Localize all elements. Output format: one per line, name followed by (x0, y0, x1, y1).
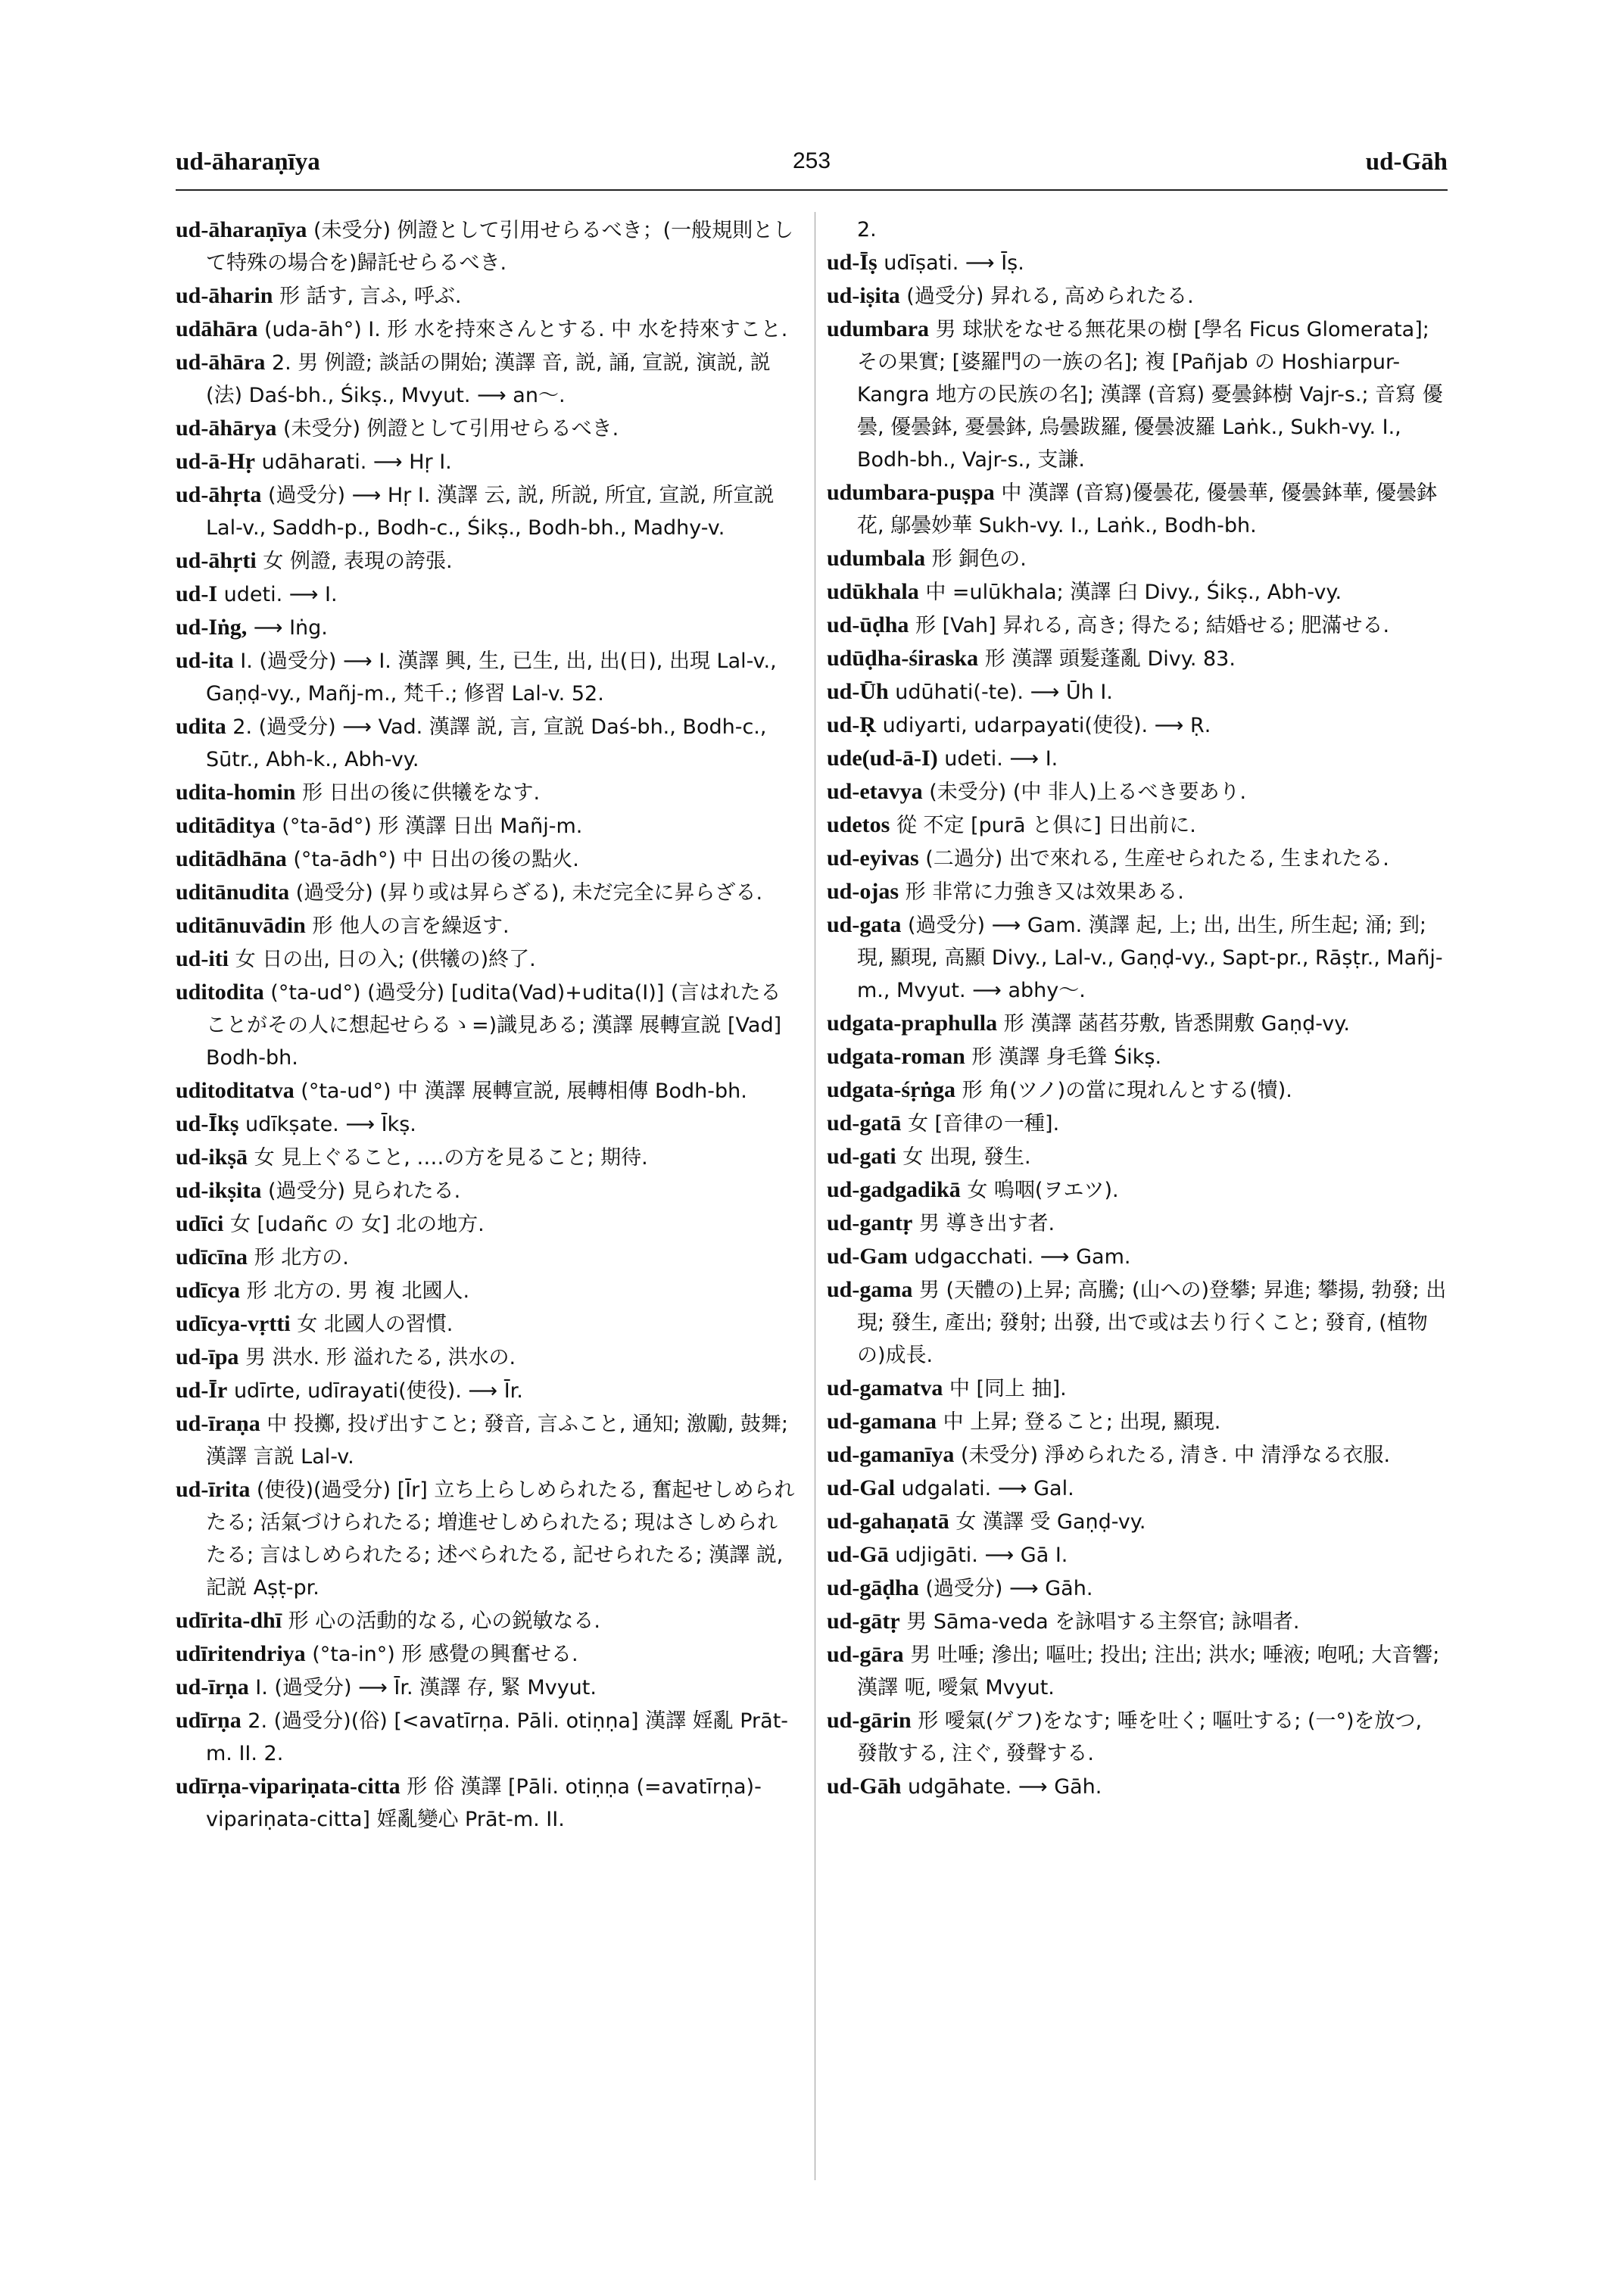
dictionary-entry (827, 575, 1448, 609)
entry-definition: 形 角(ツノ)の當に現れんとする(犢). (955, 1079, 1292, 1102)
running-head-left: ud-āharaṇīya (176, 148, 320, 176)
entry-definition: 女 [音律の一種]. (901, 1112, 1060, 1136)
entry-headword: ud-gantṛ (827, 1210, 913, 1235)
dictionary-entry (827, 1007, 1448, 1040)
entry-definition: 形 噯氣(ゲフ)をなす; 唾を吐く; 嘔吐する; (一°)を放つ, 發散する, 注ぐ, 發聲する. (857, 1709, 1423, 1765)
entry-headword: uditodita (176, 980, 264, 1005)
dictionary-entry (176, 1207, 796, 1241)
entry-definition: 男 導き出す者. (912, 1212, 1055, 1235)
dictionary-entry (827, 675, 1448, 709)
entry-definition: 形 北方の. 男 複 北國人. (240, 1279, 470, 1303)
dictionary-entry (176, 1307, 796, 1341)
entry-headword: ud-ojas (827, 879, 899, 904)
dictionary-entry (176, 776, 796, 809)
entry-headword: ud-āhṛta (176, 482, 262, 507)
entry-definition: (過受分) 見られたる. (261, 1179, 461, 1203)
entry-headword: udgata-praphulla (827, 1011, 998, 1036)
dictionary-entry (176, 644, 796, 710)
entry-headword: uditāditya (176, 813, 276, 838)
entry-definition: 男 (天體の)上昇; 高騰; (山への)登攀; 昇進; 攀揚, 勃發; 出現; 發生, 產出; 發射; 出發, 出で或は去り行くこと; 發育, (植物の)成長. (857, 1279, 1447, 1367)
entry-definition: 男 球狀をなせる無花果の樹 [學名 Ficus Glomerata]; その果實; [婆羅門の一族の名]; 複 [Pañjab の Hoshiarpur-Kangra 地方の民族の名]; 漢譯 (音寫) 憂曇鉢樹 Vajr-s.; 音寫 優曇, 優曇鉢, 憂曇鉢, 烏曇跋羅, 優曇波羅 Laṅk., Sukh-vy. I., Bodh-bh., Vajr-s., 支謙. (857, 318, 1443, 472)
entry-definition: (未受分) 例證として引用せらるべき. (276, 417, 619, 441)
dictionary-entry (176, 578, 796, 611)
entry-definition: udīrte, udīrayati(使役). ⟶ Īr. (227, 1379, 523, 1403)
entry-definition: (未受分) 例證として引用せらるべき；(一般規則として特殊の場合を)歸託せらるべき. (206, 219, 794, 275)
entry-headword: ud-ikṣā (176, 1145, 248, 1170)
dictionary-entry (176, 1241, 796, 1274)
dictionary-entry (176, 909, 796, 942)
dictionary-entry (827, 313, 1448, 476)
entry-definition: 2. (過受分) ⟶ Vad. 漢譯 説, 言, 宣説 Daś-bh., Bodh-c., Sūtr., Abh-k., Abh-vy. (206, 715, 767, 771)
entry-definition: udūhati(-te). ⟶ Ūh I. (888, 681, 1113, 704)
dictionary-entry (827, 1240, 1448, 1273)
dictionary-entry (176, 1704, 796, 1770)
entry-headword: ud-gātṛ (827, 1609, 900, 1634)
dictionary-entry (176, 843, 796, 876)
dictionary-entry (827, 476, 1448, 542)
dictionary-entry (176, 346, 796, 412)
entry-definition: 形 日出の後に供犧をなす. (295, 781, 541, 805)
entry-definition: (°ta-in°) 形 感覺の興奮せる. (305, 1643, 578, 1666)
dictionary-entry (827, 1073, 1448, 1107)
running-head-right: ud-Gāh (1365, 148, 1448, 176)
entry-definition: (過受分) (昇り或は昇らざる), 未だ完全に昇らざる. (289, 881, 763, 905)
entry-definition: 女 漢譯 受 Gaṇḍ-vy. (949, 1510, 1146, 1534)
entry-headword: ud-īrita (176, 1477, 251, 1502)
entry-headword: ud-Ūh (827, 679, 889, 704)
entry-definition: 中 投擲, 投げ出すこと; 發音, 言ふこと, 通知; 激勵, 鼓舞; 漢譯 言説 Lal-v. (206, 1413, 788, 1469)
dictionary-entry (827, 808, 1448, 842)
entry-headword: ud-Gā (827, 1542, 889, 1567)
entry-headword: ud-āharin (176, 283, 273, 308)
entry-definition: 女 日の出, 日の入; (供犧の)終了. (229, 948, 536, 971)
dictionary-entry (827, 1405, 1448, 1438)
dictionary-entry (176, 1473, 796, 1604)
dictionary-entry (827, 642, 1448, 675)
page-header (176, 148, 1448, 186)
dictionary-entry (827, 775, 1448, 808)
entry-definition: (過受分) 昇れる, 高められたる. (899, 285, 1194, 308)
entry-definition: (過受分) ⟶ Gam. 漢譯 起, 上; 出, 出生, 所生起; 涌; 到; 現, 顯現, 高顯 Divy., Lal-v., Gaṇḍ-vy., Sapt-pr., Rāṣṭr., Mañj-m., Mvyut. ⟶ abhy〜. (857, 914, 1443, 1002)
entry-definition: I. (過受分) ⟶ Īr. 漢譯 存, 緊 Mvyut. (248, 1676, 597, 1699)
entry-definition: udāharati. ⟶ Hṛ I. (255, 450, 452, 474)
entry-definition: (uda-āh°) I. 形 水を持來さんとする. 中 水を持來すこと. (257, 318, 788, 341)
entry-definition: (過受分) ⟶ Hṛ I. 漢譯 云, 説, 所説, 所宜, 宣説, 所宣説 Lal-v., Saddh-p., Bodh-c., Śikṣ., Bodh-bh., Madhy-v. (206, 484, 775, 540)
dictionary-entry (176, 876, 796, 909)
entry-headword: ud-gadgadikā (827, 1177, 961, 1202)
dictionary-entry (176, 710, 796, 776)
dictionary-entry (827, 246, 1448, 279)
continuation-text: 2. (857, 218, 877, 241)
entry-definition: 男 洪水. 形 溢れたる, 洪水の. (238, 1346, 516, 1369)
entry-headword: ud-ūḍha (827, 612, 909, 637)
dictionary-entry (176, 1407, 796, 1473)
dictionary-entry (827, 1207, 1448, 1240)
dictionary-entry (176, 313, 796, 346)
dictionary-entry (176, 976, 796, 1074)
dictionary-entry (827, 1140, 1448, 1173)
left-column (176, 213, 796, 1836)
dictionary-entry (827, 842, 1448, 875)
entry-definition: 女 [udañc の 女] 北の地方. (223, 1213, 485, 1236)
entry-definition: (使役)(過受分) [Īr] 立ち上らしめられたる, 奮起せしめられたる; 活氣づけられたる; 増進せしめられたる; 現はさしめられたる; 言はしめられたる; 述べられたる, 記せられたる; 漢譯 説, 記説 Aṣṭ-pr. (206, 1478, 795, 1600)
entry-headword: ud-āhāra (176, 350, 266, 375)
entry-definition: 形 [Vah] 昇れる, 高き; 得たる; 結婚せる; 肥滿せる. (909, 614, 1390, 637)
entry-headword: uditādhāna (176, 846, 287, 871)
entry-headword: ud-gama (827, 1277, 913, 1302)
entry-definition: 2. (過受分)(俗) [<avatīrṇa. Pāli. otiṇṇa] 漢譯 婬亂 Prāt-m. II. 2. (206, 1709, 789, 1765)
entry-definition: 形 北方の. (248, 1246, 349, 1270)
entry-headword: udīritendriya (176, 1641, 306, 1666)
entry-definition: 形 他人の言を繰返す. (305, 914, 510, 938)
entry-headword: ud-Īṣ (827, 250, 877, 275)
entry-headword: ud-gatā (827, 1111, 902, 1136)
dictionary-entry (827, 1572, 1448, 1605)
entry-headword: udūḍha-śiraska (827, 646, 979, 671)
dictionary-entry (827, 742, 1448, 775)
entry-definition: (°ta-ud°) 中 漢譯 展轉宣説, 展轉相傳 Bodh-bh. (294, 1080, 747, 1103)
entry-headword: ud-gata (827, 912, 902, 937)
entry-definition: udeti. ⟶ I. (937, 747, 1058, 771)
entry-definition: 中 =ulūkhala; 漢譯 臼 Divy., Śikṣ., Abh-vy. (918, 581, 1342, 604)
dictionary-entry (827, 1273, 1448, 1372)
dictionary-entry (176, 1341, 796, 1374)
entry-definition: (°ta-ud°) (過受分) [udita(Vad)+udita(I)] (言はれたることがその人に想起せらるゝ=)識見ある; 漢譯 展轉宣説 [Vad] Bodh-bh. (206, 981, 782, 1070)
entry-headword: ud-iṣita (827, 283, 900, 308)
entry-definition: (°ta-ādh°) 中 日出の後の點火. (286, 848, 579, 871)
entry-headword: ud-īraṇa (176, 1411, 260, 1436)
dictionary-entry (176, 1770, 796, 1836)
header-rule (176, 189, 1448, 191)
entry-definition: 從 不定 [purā と俱に] 日出前に. (890, 814, 1196, 837)
entry-headword: udīcīna (176, 1245, 248, 1270)
entry-definition: 女 出現, 發生. (896, 1145, 1031, 1169)
entry-definition: udīkṣate. ⟶ Īkṣ. (238, 1113, 416, 1136)
entry-definition: udgāhate. ⟶ Gāh. (901, 1775, 1102, 1799)
dictionary-entry (827, 1605, 1448, 1638)
dictionary-entry (827, 1538, 1448, 1572)
dictionary-entry (176, 412, 796, 445)
dictionary-entry (176, 1604, 796, 1637)
entry-headword: udita-homin (176, 780, 296, 805)
entry-definition: 女 例證, 表現の誇張. (256, 550, 453, 573)
entry-definition: 形 非常に力強き又は效果ある. (899, 880, 1184, 904)
dictionary-entry (176, 942, 796, 976)
entry-headword: ud-gahaṇatā (827, 1509, 949, 1534)
entry-definition: udgacchati. ⟶ Gam. (907, 1245, 1131, 1269)
entry-headword: ud-gamanīya (827, 1442, 955, 1467)
entry-headword: udumbala (827, 546, 926, 571)
entry-definition: 中 [同上 抽]. (943, 1377, 1067, 1400)
entry-headword: udgata-roman (827, 1044, 965, 1069)
dictionary-entry (827, 1372, 1448, 1405)
dictionary-entry (827, 1438, 1448, 1472)
dictionary-entry (827, 279, 1448, 313)
entry-headword: ud-gāḍha (827, 1575, 919, 1600)
entry-headword: udūkhala (827, 579, 919, 604)
entry-headword: udita (176, 714, 226, 739)
entry-definition: 形 銅色の. (925, 547, 1027, 571)
entry-headword: udumbara (827, 316, 930, 341)
dictionary-entry (176, 478, 796, 544)
entry-definition: 女 北國人の習慣. (290, 1313, 454, 1336)
entry-headword: ude(ud-ā-I) (827, 746, 938, 771)
entry-definition: 女 見上ぐること, ‥‥の方を見ること; 期待. (248, 1146, 648, 1170)
dictionary-entry (827, 1107, 1448, 1140)
entry-definition: 形 話す, 言ふ, 呼ぶ. (273, 285, 462, 308)
dictionary-entry (176, 213, 796, 279)
dictionary-entry (827, 1505, 1448, 1538)
entry-headword: udīcya (176, 1278, 241, 1303)
entry-headword: udgata-śṛṅga (827, 1077, 956, 1102)
entry-headword: ud-Iṅg, (176, 615, 248, 640)
dictionary-entry (827, 1638, 1448, 1704)
entry-headword: ud-gati (827, 1144, 896, 1169)
page-number: 253 (792, 148, 831, 173)
entry-definition: udeti. ⟶ I. (217, 583, 338, 606)
entry-definition: 中 上昇; 登ること; 出現, 顯現. (937, 1410, 1221, 1434)
entry-definition: I. (過受分) ⟶ I. 漢譯 興, 生, 已生, 出, 出(日), 出現 Lal-v., Gaṇḍ-vy., Mañj-m., 梵千.; 修習 Lal-v. 52. (206, 650, 777, 706)
entry-definition: (過受分) ⟶ Gāh. (918, 1577, 1093, 1600)
entry-headword: ud-ita (176, 648, 234, 673)
entry-headword: ud-īrṇa (176, 1675, 249, 1699)
entry-headword: udumbara-puṣpa (827, 480, 995, 505)
entry-headword: ud-Gāh (827, 1774, 902, 1799)
entry-headword: ud-gārin (827, 1708, 912, 1733)
entry-definition: 形 俗 漢譯 [Pāli. otiṇṇa (=avatīrṇa)-vipariṇata-citta] 婬亂變心 Prāt-m. II. (206, 1775, 762, 1831)
dictionary-entry (176, 1637, 796, 1671)
dictionary-entry (827, 908, 1448, 1007)
right-column (827, 213, 1448, 1803)
dictionary-entry (176, 279, 796, 313)
entry-headword: ud-Īr (176, 1378, 228, 1403)
entry-headword: ud-gamatva (827, 1375, 943, 1400)
entry-headword: ud-Ṛ (827, 712, 877, 737)
entry-headword: ud-gamana (827, 1409, 937, 1434)
dictionary-entry (176, 1671, 796, 1704)
dictionary-entry (827, 1472, 1448, 1505)
dictionary-entry (176, 1141, 796, 1174)
entry-headword: ud-Īkṣ (176, 1111, 239, 1136)
entry-headword: uditānuvādin (176, 913, 306, 938)
entry-definition: udgalati. ⟶ Gal. (895, 1477, 1074, 1500)
entry-headword: ud-eyivas (827, 846, 919, 871)
entry-headword: ud-Gam (827, 1244, 908, 1269)
entry-headword: uditānudita (176, 880, 290, 905)
dictionary-entry (827, 709, 1448, 742)
entry-headword: ud-āharaṇīya (176, 217, 307, 242)
dictionary-entry (176, 1174, 796, 1207)
entry-headword: udīrṇa-vipariṇata-citta (176, 1774, 401, 1799)
entry-headword: ud-āhṛti (176, 548, 257, 573)
dictionary-entry (176, 611, 796, 644)
entry-definition: 男 吐唾; 滲出; 嘔吐; 投出; 注出; 洪水; 唾液; 咆吼; 大音響; 漢譯 呃, 噯氣 Mvyut. (857, 1643, 1440, 1699)
entry-definition: 形 心の活動的なる, 心の鋭敏なる. (282, 1609, 600, 1633)
dictionary-entry (176, 1274, 796, 1307)
entry-headword: ud-iti (176, 946, 229, 971)
entry-headword: udāhāra (176, 316, 258, 341)
entry-headword: udīci (176, 1211, 224, 1236)
entry-headword: uditoditatva (176, 1078, 295, 1103)
dictionary-entry (827, 875, 1448, 908)
dictionary-entry (827, 1173, 1448, 1207)
entry-definition: (°ta-ād°) 形 漢譯 日出 Mañj-m. (275, 815, 583, 838)
entry-headword: ud-etavya (827, 779, 923, 804)
dictionary-entry (176, 445, 796, 478)
entry-definition: 中 漢譯 (音寫)優曇花, 優曇華, 優曇鉢華, 優曇鉢花, 鄔曇妙華 Sukh-vy. I., Laṅk., Bodh-bh. (857, 481, 1438, 537)
entry-definition: (二過分) 出で來れる, 生産せられたる, 生まれたる. (918, 847, 1389, 871)
entry-headword: ud-ikṣita (176, 1178, 262, 1203)
entry-definition: udīṣati. ⟶ Īṣ. (877, 251, 1024, 275)
entry-headword: ud-īpa (176, 1344, 239, 1369)
dictionary-entry (176, 1074, 796, 1108)
entry-definition: udiyarti, udarpayati(使役). ⟶ Ṛ. (876, 714, 1211, 737)
dictionary-entry (827, 609, 1448, 642)
entry-definition: (未受分) 淨められたる, 清き. 中 清淨なる衣服. (954, 1444, 1391, 1467)
entry-definition: 形 漢譯 菡萏芬敷, 皆悉開敷 Gaṇḍ-vy. (997, 1012, 1350, 1036)
entry-definition: 女 嗚咽(ヲエツ). (960, 1179, 1119, 1202)
entry-headword: ud-Gal (827, 1475, 896, 1500)
entry-definition: 形 漢譯 頭髮蓬亂 Divy. 83. (978, 647, 1236, 671)
entry-definition: ⟶ Iṅg. (247, 616, 328, 640)
entry-definition: 男 Sāma-veda を詠唱する主祭官; 詠唱者. (899, 1610, 1300, 1634)
entry-headword: ud-gāra (827, 1642, 904, 1667)
entry-headword: ud-I (176, 581, 218, 606)
dictionary-entry (827, 1704, 1448, 1770)
dictionary-entry (176, 1108, 796, 1141)
entry-headword: udīcya-vṛtti (176, 1311, 291, 1336)
dictionary-entry (827, 542, 1448, 575)
dictionary-entry (827, 1040, 1448, 1073)
entry-definition: 2. 男 例證; 談話の開始; 漢譯 音, 説, 誦, 宣説, 演説, 説(法) Daś-bh., Śikṣ., Mvyut. ⟶ an〜. (206, 351, 771, 407)
dictionary-entry (176, 809, 796, 843)
entry-headword: udetos (827, 812, 890, 837)
entry-definition: udjigāti. ⟶ Gā I. (888, 1544, 1068, 1567)
entry-headword: udīrita-dhī (176, 1608, 282, 1633)
entry-headword: udīrṇa (176, 1708, 242, 1733)
entry-definition: 形 漢譯 身毛聳 Śikṣ. (965, 1045, 1162, 1069)
dictionary-entry (827, 1770, 1448, 1803)
dictionary-entry (176, 1374, 796, 1407)
entry-headword: ud-ā-Hṛ (176, 449, 255, 474)
entry-definition: (未受分) (中 非人)上るべき要あり. (922, 780, 1247, 804)
dictionary-entry (176, 544, 796, 578)
entry-headword: ud-āhārya (176, 416, 277, 441)
